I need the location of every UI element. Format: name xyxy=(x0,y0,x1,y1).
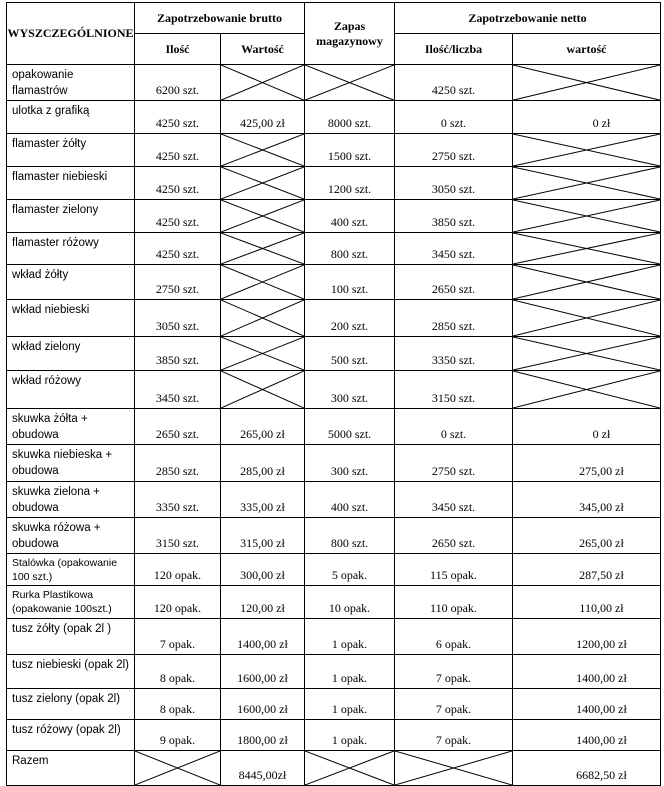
gross-value-cell: 1600,00 zł xyxy=(221,654,305,688)
table-row xyxy=(7,265,661,300)
requirements-table xyxy=(6,2,661,786)
crossed-out-cell xyxy=(513,265,661,300)
crossed-out-cell xyxy=(221,167,305,200)
crossed-out-cell xyxy=(221,371,305,409)
crossed-out-cell xyxy=(395,750,513,785)
net-quantity-cell: 2650 szt. xyxy=(395,517,513,553)
net-quantity-cell: 7 opak. xyxy=(395,654,513,688)
table-row xyxy=(7,134,661,167)
net-value-cell: 6682,50 zł xyxy=(513,750,661,785)
crossed-out-cell xyxy=(305,65,395,101)
net-quantity-cell: 3150 szt. xyxy=(395,371,513,409)
net-quantity-cell: 6 opak. xyxy=(395,618,513,654)
net-quantity-cell: 7 opak. xyxy=(395,719,513,750)
item-name: wkład niebieski xyxy=(7,300,135,337)
header-gross-requirement: Zapotrzebowanie brutto xyxy=(135,3,305,34)
gross-value-cell: 315,00 zł xyxy=(221,517,305,553)
gross-quantity-cell: 4250 szt. xyxy=(135,101,221,134)
net-quantity-cell: 7 opak. xyxy=(395,688,513,719)
gross-value-cell: 120,00 zł xyxy=(221,586,305,618)
net-value-cell: 0 zł xyxy=(513,409,661,445)
table-row xyxy=(7,517,661,553)
item-name: flamaster niebieski xyxy=(7,167,135,200)
net-value-cell: 1400,00 zł xyxy=(513,719,661,750)
item-name: Razem xyxy=(7,750,135,785)
stock-quantity-cell: 100 szt. xyxy=(305,265,395,300)
item-name: flamaster zielony xyxy=(7,200,135,233)
item-name: tusz żółty (opak 2l ) xyxy=(7,618,135,654)
crossed-out-cell xyxy=(513,134,661,167)
item-name: wkład zielony xyxy=(7,337,135,371)
net-quantity-cell: 3350 szt. xyxy=(395,337,513,371)
gross-value-cell: 8445,00zł xyxy=(221,750,305,785)
header-specification: WYSZCZEGÓLNIONE xyxy=(7,3,135,65)
net-quantity-cell: 3850 szt. xyxy=(395,200,513,233)
gross-value-cell: 1600,00 zł xyxy=(221,688,305,719)
gross-value-cell: 425,00 zł xyxy=(221,101,305,134)
item-name: flamaster różowy xyxy=(7,233,135,265)
table-row xyxy=(7,300,661,337)
net-quantity-cell: 2750 szt. xyxy=(395,134,513,167)
gross-value-cell: 285,00 zł xyxy=(221,445,305,481)
gross-quantity-cell: 8 opak. xyxy=(135,688,221,719)
crossed-out-cell xyxy=(513,200,661,233)
net-quantity-cell: 2750 szt. xyxy=(395,445,513,481)
table-row xyxy=(7,445,661,481)
stock-quantity-cell: 400 szt. xyxy=(305,481,395,517)
net-quantity-cell: 3450 szt. xyxy=(395,481,513,517)
stock-quantity-cell: 1 opak. xyxy=(305,654,395,688)
gross-value-cell: 335,00 zł xyxy=(221,481,305,517)
net-quantity-cell: 115 opak. xyxy=(395,553,513,585)
table-row xyxy=(7,553,661,585)
item-name: ulotka z grafiką xyxy=(7,101,135,134)
table-body xyxy=(7,65,661,786)
net-value-cell: 1200,00 zł xyxy=(513,618,661,654)
stock-quantity-cell: 800 szt. xyxy=(305,233,395,265)
stock-quantity-cell: 1 opak. xyxy=(305,618,395,654)
gross-quantity-cell: 3050 szt. xyxy=(135,300,221,337)
gross-quantity-cell: 3850 szt. xyxy=(135,337,221,371)
header-net-quantity: Ilość/liczba xyxy=(395,34,513,65)
net-quantity-cell: 4250 szt. xyxy=(395,65,513,101)
crossed-out-cell xyxy=(513,167,661,200)
gross-quantity-cell: 3150 szt. xyxy=(135,517,221,553)
gross-quantity-cell: 120 opak. xyxy=(135,553,221,585)
stock-quantity-cell: 500 szt. xyxy=(305,337,395,371)
item-name: opakowanie flamastrów xyxy=(7,65,135,101)
net-value-cell: 0 zł xyxy=(513,101,661,134)
net-quantity-cell: 3450 szt. xyxy=(395,233,513,265)
header-stock: Zapas magazynowy xyxy=(305,3,395,65)
gross-quantity-cell: 2650 szt. xyxy=(135,409,221,445)
table-row xyxy=(7,688,661,719)
crossed-out-cell xyxy=(513,233,661,265)
crossed-out-cell xyxy=(513,65,661,101)
stock-quantity-cell: 200 szt. xyxy=(305,300,395,337)
net-value-cell: 345,00 zł xyxy=(513,481,661,517)
crossed-out-cell xyxy=(513,300,661,337)
item-name: skuwka żółta + obudowa xyxy=(7,409,135,445)
stock-quantity-cell: 1 opak. xyxy=(305,719,395,750)
gross-value-cell: 1800,00 zł xyxy=(221,719,305,750)
gross-quantity-cell: 4250 szt. xyxy=(135,200,221,233)
header-net-value: wartość xyxy=(513,34,661,65)
table-row xyxy=(7,371,661,409)
stock-quantity-cell: 300 szt. xyxy=(305,445,395,481)
gross-quantity-cell: 3450 szt. xyxy=(135,371,221,409)
gross-quantity-cell: 7 opak. xyxy=(135,618,221,654)
net-value-cell: 287,50 zł xyxy=(513,553,661,585)
crossed-out-cell xyxy=(221,265,305,300)
gross-quantity-cell: 120 opak. xyxy=(135,586,221,618)
table-row xyxy=(7,750,661,785)
net-quantity-cell: 0 szt. xyxy=(395,101,513,134)
crossed-out-cell xyxy=(221,233,305,265)
stock-quantity-cell: 5000 szt. xyxy=(305,409,395,445)
table-row xyxy=(7,719,661,750)
table-row xyxy=(7,233,661,265)
item-name: tusz różowy (opak 2l) xyxy=(7,719,135,750)
crossed-out-cell xyxy=(513,371,661,409)
gross-quantity-cell: 9 opak. xyxy=(135,719,221,750)
gross-value-cell: 265,00 zł xyxy=(221,409,305,445)
net-value-cell: 1400,00 zł xyxy=(513,654,661,688)
table-row xyxy=(7,618,661,654)
crossed-out-cell xyxy=(513,337,661,371)
net-quantity-cell: 2850 szt. xyxy=(395,300,513,337)
table-row xyxy=(7,65,661,101)
net-quantity-cell: 3050 szt. xyxy=(395,167,513,200)
item-name: Stalówka (opakowanie 100 szt.) xyxy=(7,553,135,585)
item-name: tusz niebieski (opak 2l) xyxy=(7,654,135,688)
gross-quantity-cell: 6200 szt. xyxy=(135,65,221,101)
gross-quantity-cell: 4250 szt. xyxy=(135,233,221,265)
net-quantity-cell: 2650 szt. xyxy=(395,265,513,300)
crossed-out-cell xyxy=(221,65,305,101)
crossed-out-cell xyxy=(135,750,221,785)
item-name: skuwka zielona + obudowa xyxy=(7,481,135,517)
crossed-out-cell xyxy=(221,134,305,167)
stock-quantity-cell: 800 szt. xyxy=(305,517,395,553)
item-name: wkład różowy xyxy=(7,371,135,409)
table-row xyxy=(7,654,661,688)
item-name: skuwka różowa + obudowa xyxy=(7,517,135,553)
stock-quantity-cell: 8000 szt. xyxy=(305,101,395,134)
header-gross-quantity: Ilość xyxy=(135,34,221,65)
item-name: wkład żółty xyxy=(7,265,135,300)
net-quantity-cell: 0 szt. xyxy=(395,409,513,445)
item-name: Rurka Plastikowa (opakowanie 100szt.) xyxy=(7,586,135,618)
table-row xyxy=(7,586,661,618)
net-quantity-cell: 110 opak. xyxy=(395,586,513,618)
stock-quantity-cell: 10 opak. xyxy=(305,586,395,618)
header-net-requirement: Zapotrzebowanie netto xyxy=(395,3,661,34)
table-row xyxy=(7,101,661,134)
gross-quantity-cell: 4250 szt. xyxy=(135,167,221,200)
net-value-cell: 265,00 zł xyxy=(513,517,661,553)
stock-quantity-cell: 300 szt. xyxy=(305,371,395,409)
gross-quantity-cell: 8 opak. xyxy=(135,654,221,688)
gross-quantity-cell: 3350 szt. xyxy=(135,481,221,517)
item-name: skuwka niebieska + obudowa xyxy=(7,445,135,481)
table-row xyxy=(7,337,661,371)
table-row xyxy=(7,409,661,445)
net-value-cell: 1400,00 zł xyxy=(513,688,661,719)
gross-quantity-cell: 2750 szt. xyxy=(135,265,221,300)
crossed-out-cell xyxy=(305,750,395,785)
crossed-out-cell xyxy=(221,300,305,337)
crossed-out-cell xyxy=(221,337,305,371)
stock-quantity-cell: 1200 szt. xyxy=(305,167,395,200)
table-row xyxy=(7,481,661,517)
table-row xyxy=(7,167,661,200)
item-name: tusz zielony (opak 2l) xyxy=(7,688,135,719)
crossed-out-cell xyxy=(221,200,305,233)
gross-value-cell: 1400,00 zł xyxy=(221,618,305,654)
net-value-cell: 110,00 zł xyxy=(513,586,661,618)
gross-quantity-cell: 4250 szt. xyxy=(135,134,221,167)
stock-quantity-cell: 1500 szt. xyxy=(305,134,395,167)
stock-quantity-cell: 1 opak. xyxy=(305,688,395,719)
item-name: flamaster żółty xyxy=(7,134,135,167)
stock-quantity-cell: 5 opak. xyxy=(305,553,395,585)
gross-quantity-cell: 2850 szt. xyxy=(135,445,221,481)
net-value-cell: 275,00 zł xyxy=(513,445,661,481)
header-gross-value: Wartość xyxy=(221,34,305,65)
stock-quantity-cell: 400 szt. xyxy=(305,200,395,233)
gross-value-cell: 300,00 zł xyxy=(221,553,305,585)
table-row xyxy=(7,200,661,233)
